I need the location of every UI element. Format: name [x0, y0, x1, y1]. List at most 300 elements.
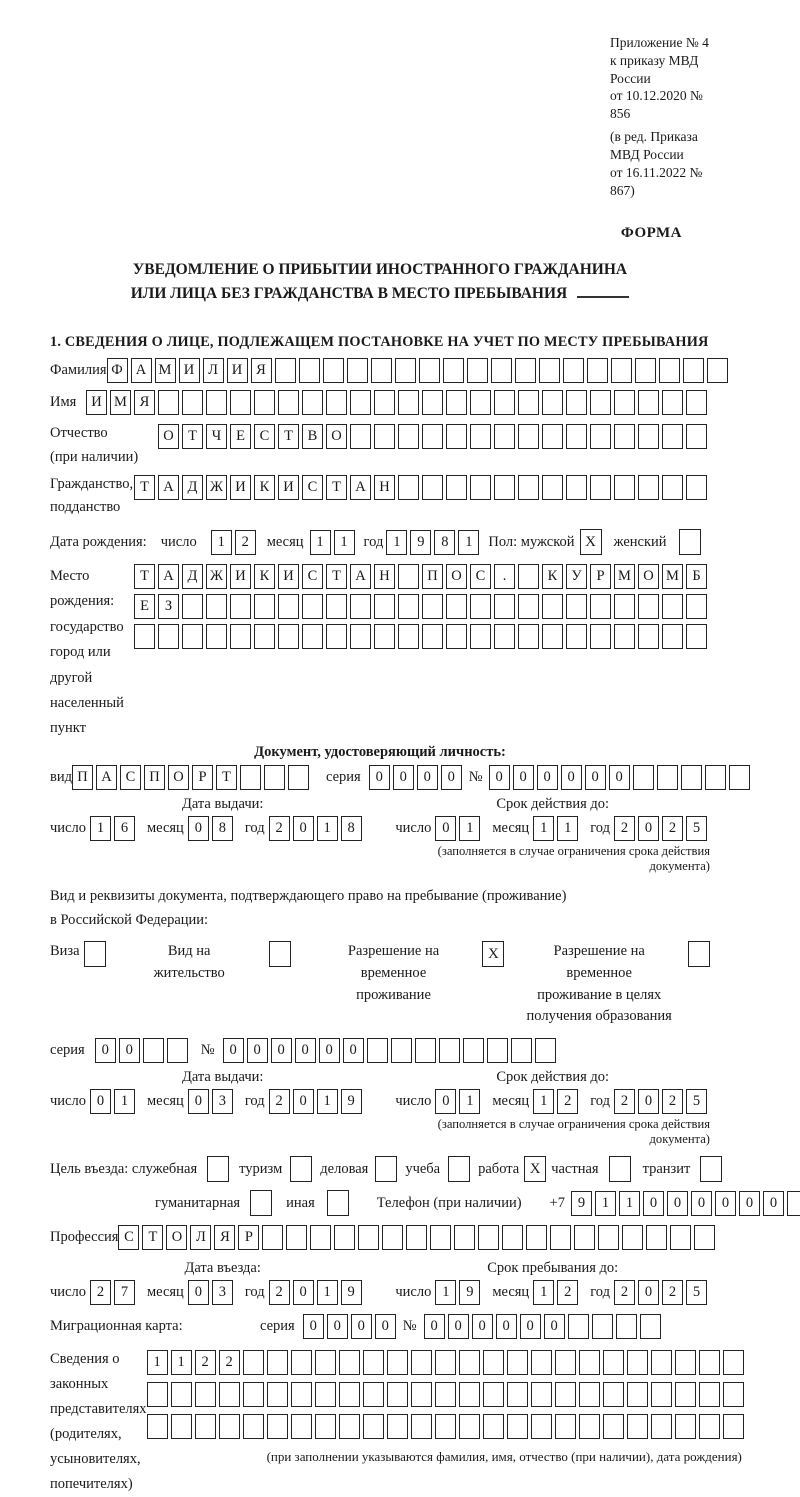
char-cell[interactable] — [315, 1414, 336, 1439]
char-cell[interactable] — [299, 358, 320, 383]
char-cell[interactable] — [371, 358, 392, 383]
char-cell[interactable] — [422, 424, 443, 449]
char-cell[interactable] — [699, 1350, 720, 1375]
char-cell[interactable]: 2 — [614, 816, 635, 841]
char-cell[interactable]: 3 — [212, 1089, 233, 1114]
char-cell[interactable] — [254, 594, 275, 619]
char-cell[interactable] — [182, 624, 203, 649]
char-cell[interactable] — [683, 358, 704, 383]
char-cell[interactable] — [206, 624, 227, 649]
char-cell[interactable] — [566, 594, 587, 619]
char-cell[interactable]: 1 — [459, 816, 480, 841]
char-cell[interactable]: О — [166, 1225, 187, 1250]
char-cell[interactable] — [398, 564, 419, 589]
char-cell[interactable] — [590, 424, 611, 449]
char-cell[interactable] — [363, 1350, 384, 1375]
char-cell[interactable] — [539, 358, 560, 383]
char-cell[interactable] — [195, 1382, 216, 1407]
char-cell[interactable] — [302, 390, 323, 415]
char-cell[interactable] — [590, 594, 611, 619]
char-cell[interactable] — [339, 1382, 360, 1407]
char-cell[interactable] — [415, 1038, 436, 1063]
char-cell[interactable]: Т — [326, 564, 347, 589]
char-cell[interactable] — [315, 1382, 336, 1407]
char-cell[interactable]: 0 — [472, 1314, 493, 1339]
char-cell[interactable] — [483, 1414, 504, 1439]
char-cell[interactable]: 0 — [393, 765, 414, 790]
char-cell[interactable]: И — [278, 475, 299, 500]
char-cell[interactable] — [638, 424, 659, 449]
char-cell[interactable] — [686, 475, 707, 500]
char-cell[interactable] — [419, 358, 440, 383]
char-cell[interactable] — [459, 1350, 480, 1375]
char-cell[interactable]: Б — [686, 564, 707, 589]
char-cell[interactable]: 0 — [188, 1089, 209, 1114]
char-cell[interactable] — [243, 1414, 264, 1439]
char-cell[interactable] — [542, 475, 563, 500]
char-cell[interactable] — [422, 594, 443, 619]
char-cell[interactable] — [563, 358, 584, 383]
char-cell[interactable] — [627, 1414, 648, 1439]
char-cell[interactable] — [219, 1414, 240, 1439]
char-cell[interactable] — [635, 358, 656, 383]
char-cell[interactable] — [686, 390, 707, 415]
char-cell[interactable] — [531, 1414, 552, 1439]
char-cell[interactable] — [662, 624, 683, 649]
char-cell[interactable] — [275, 358, 296, 383]
char-cell[interactable] — [651, 1414, 672, 1439]
char-cell[interactable] — [657, 765, 678, 790]
char-cell[interactable] — [603, 1382, 624, 1407]
char-cell[interactable] — [542, 624, 563, 649]
char-cell[interactable] — [566, 624, 587, 649]
char-cell[interactable]: 8 — [212, 816, 233, 841]
char-cell[interactable] — [518, 424, 539, 449]
char-cell[interactable]: 1 — [211, 530, 232, 555]
char-cell[interactable]: 1 — [533, 816, 554, 841]
char-cell[interactable]: 1 — [533, 1280, 554, 1305]
char-cell[interactable]: 0 — [435, 1089, 456, 1114]
char-cell[interactable] — [326, 594, 347, 619]
char-cell[interactable] — [470, 390, 491, 415]
char-cell[interactable] — [518, 475, 539, 500]
char-cell[interactable] — [446, 594, 467, 619]
char-cell[interactable]: 0 — [609, 765, 630, 790]
char-cell[interactable]: М — [110, 390, 131, 415]
char-cell[interactable] — [686, 594, 707, 619]
char-cell[interactable]: С — [120, 765, 141, 790]
char-cell[interactable] — [507, 1382, 528, 1407]
char-cell[interactable]: К — [254, 564, 275, 589]
char-cell[interactable] — [622, 1225, 643, 1250]
purpose-work-checkbox[interactable]: X — [524, 1156, 546, 1182]
char-cell[interactable] — [681, 765, 702, 790]
char-cell[interactable] — [707, 358, 728, 383]
char-cell[interactable]: 9 — [410, 530, 431, 555]
char-cell[interactable] — [195, 1414, 216, 1439]
char-cell[interactable] — [254, 390, 275, 415]
char-cell[interactable]: 0 — [293, 816, 314, 841]
char-cell[interactable] — [491, 358, 512, 383]
char-cell[interactable] — [494, 475, 515, 500]
char-cell[interactable]: А — [158, 564, 179, 589]
char-cell[interactable]: 1 — [386, 530, 407, 555]
char-cell[interactable]: 1 — [458, 530, 479, 555]
char-cell[interactable]: 0 — [489, 765, 510, 790]
char-cell[interactable] — [526, 1225, 547, 1250]
char-cell[interactable] — [587, 358, 608, 383]
char-cell[interactable]: О — [158, 424, 179, 449]
char-cell[interactable] — [659, 358, 680, 383]
char-cell[interactable] — [723, 1350, 744, 1375]
char-cell[interactable] — [206, 594, 227, 619]
char-cell[interactable]: 2 — [662, 1280, 683, 1305]
char-cell[interactable]: 9 — [459, 1280, 480, 1305]
char-cell[interactable] — [502, 1225, 523, 1250]
char-cell[interactable] — [411, 1350, 432, 1375]
char-cell[interactable]: Е — [230, 424, 251, 449]
char-cell[interactable] — [675, 1414, 696, 1439]
char-cell[interactable] — [662, 390, 683, 415]
char-cell[interactable]: 5 — [686, 1089, 707, 1114]
char-cell[interactable] — [267, 1414, 288, 1439]
char-cell[interactable] — [406, 1225, 427, 1250]
char-cell[interactable]: А — [131, 358, 152, 383]
char-cell[interactable]: 8 — [434, 530, 455, 555]
char-cell[interactable]: 2 — [90, 1280, 111, 1305]
char-cell[interactable]: С — [302, 475, 323, 500]
char-cell[interactable] — [574, 1225, 595, 1250]
char-cell[interactable]: Р — [238, 1225, 259, 1250]
char-cell[interactable] — [395, 358, 416, 383]
temp-residence-checkbox[interactable]: X — [482, 941, 504, 967]
char-cell[interactable] — [182, 390, 203, 415]
char-cell[interactable] — [411, 1414, 432, 1439]
char-cell[interactable] — [430, 1225, 451, 1250]
char-cell[interactable]: П — [144, 765, 165, 790]
char-cell[interactable]: Т — [182, 424, 203, 449]
char-cell[interactable]: 2 — [557, 1089, 578, 1114]
char-cell[interactable]: 9 — [571, 1191, 592, 1216]
char-cell[interactable]: К — [254, 475, 275, 500]
char-cell[interactable]: 0 — [319, 1038, 340, 1063]
char-cell[interactable]: 1 — [317, 1089, 338, 1114]
char-cell[interactable]: Т — [142, 1225, 163, 1250]
char-cell[interactable] — [542, 594, 563, 619]
char-cell[interactable] — [478, 1225, 499, 1250]
char-cell[interactable] — [147, 1414, 168, 1439]
char-cell[interactable] — [387, 1382, 408, 1407]
char-cell[interactable] — [339, 1350, 360, 1375]
char-cell[interactable] — [487, 1038, 508, 1063]
char-cell[interactable] — [787, 1191, 800, 1216]
char-cell[interactable]: 0 — [448, 1314, 469, 1339]
char-cell[interactable] — [350, 594, 371, 619]
char-cell[interactable]: 1 — [114, 1089, 135, 1114]
char-cell[interactable]: О — [638, 564, 659, 589]
char-cell[interactable] — [470, 594, 491, 619]
char-cell[interactable] — [391, 1038, 412, 1063]
char-cell[interactable]: А — [350, 564, 371, 589]
char-cell[interactable] — [264, 765, 285, 790]
char-cell[interactable] — [219, 1382, 240, 1407]
char-cell[interactable] — [518, 594, 539, 619]
char-cell[interactable]: 0 — [537, 765, 558, 790]
char-cell[interactable] — [627, 1350, 648, 1375]
char-cell[interactable] — [230, 594, 251, 619]
char-cell[interactable] — [286, 1225, 307, 1250]
char-cell[interactable]: 0 — [544, 1314, 565, 1339]
char-cell[interactable]: 0 — [638, 1089, 659, 1114]
char-cell[interactable]: О — [168, 765, 189, 790]
char-cell[interactable]: Я — [251, 358, 272, 383]
char-cell[interactable]: 0 — [667, 1191, 688, 1216]
sex-male-checkbox[interactable]: X — [580, 529, 602, 555]
purpose-business-checkbox[interactable] — [375, 1156, 397, 1182]
purpose-humanitarian-checkbox[interactable] — [250, 1190, 272, 1216]
char-cell[interactable] — [535, 1038, 556, 1063]
char-cell[interactable] — [614, 594, 635, 619]
char-cell[interactable] — [542, 424, 563, 449]
char-cell[interactable] — [374, 424, 395, 449]
char-cell[interactable] — [611, 358, 632, 383]
char-cell[interactable] — [651, 1350, 672, 1375]
char-cell[interactable]: Ж — [206, 475, 227, 500]
char-cell[interactable]: 1 — [435, 1280, 456, 1305]
char-cell[interactable]: Д — [182, 475, 203, 500]
char-cell[interactable] — [507, 1350, 528, 1375]
char-cell[interactable]: 2 — [557, 1280, 578, 1305]
char-cell[interactable]: И — [86, 390, 107, 415]
char-cell[interactable]: С — [118, 1225, 139, 1250]
char-cell[interactable]: Т — [134, 564, 155, 589]
char-cell[interactable] — [686, 624, 707, 649]
char-cell[interactable]: 2 — [614, 1280, 635, 1305]
char-cell[interactable] — [494, 390, 515, 415]
char-cell[interactable] — [694, 1225, 715, 1250]
char-cell[interactable] — [147, 1382, 168, 1407]
char-cell[interactable]: 0 — [561, 765, 582, 790]
char-cell[interactable]: Т — [134, 475, 155, 500]
char-cell[interactable]: А — [350, 475, 371, 500]
char-cell[interactable]: 5 — [686, 816, 707, 841]
char-cell[interactable]: 5 — [686, 1280, 707, 1305]
char-cell[interactable]: 0 — [327, 1314, 348, 1339]
char-cell[interactable] — [267, 1382, 288, 1407]
char-cell[interactable]: 0 — [520, 1314, 541, 1339]
char-cell[interactable]: И — [278, 564, 299, 589]
char-cell[interactable] — [646, 1225, 667, 1250]
char-cell[interactable]: 0 — [188, 816, 209, 841]
char-cell[interactable] — [494, 624, 515, 649]
char-cell[interactable]: А — [158, 475, 179, 500]
char-cell[interactable] — [579, 1414, 600, 1439]
purpose-transit-checkbox[interactable] — [700, 1156, 722, 1182]
char-cell[interactable]: И — [230, 475, 251, 500]
char-cell[interactable]: О — [326, 424, 347, 449]
char-cell[interactable] — [267, 1350, 288, 1375]
purpose-other-checkbox[interactable] — [327, 1190, 349, 1216]
char-cell[interactable] — [531, 1350, 552, 1375]
char-cell[interactable] — [206, 390, 227, 415]
char-cell[interactable] — [723, 1414, 744, 1439]
char-cell[interactable]: Н — [374, 475, 395, 500]
char-cell[interactable] — [579, 1382, 600, 1407]
char-cell[interactable]: 0 — [343, 1038, 364, 1063]
char-cell[interactable] — [158, 390, 179, 415]
char-cell[interactable] — [729, 765, 750, 790]
purpose-private-checkbox[interactable] — [609, 1156, 631, 1182]
char-cell[interactable] — [579, 1350, 600, 1375]
char-cell[interactable] — [705, 765, 726, 790]
char-cell[interactable] — [638, 390, 659, 415]
char-cell[interactable]: 3 — [212, 1280, 233, 1305]
char-cell[interactable] — [374, 624, 395, 649]
char-cell[interactable]: М — [662, 564, 683, 589]
char-cell[interactable]: 0 — [513, 765, 534, 790]
purpose-official-checkbox[interactable] — [207, 1156, 229, 1182]
char-cell[interactable] — [302, 594, 323, 619]
char-cell[interactable] — [675, 1350, 696, 1375]
char-cell[interactable]: 2 — [219, 1350, 240, 1375]
char-cell[interactable]: 2 — [614, 1089, 635, 1114]
char-cell[interactable] — [350, 390, 371, 415]
char-cell[interactable]: Ф — [107, 358, 128, 383]
char-cell[interactable]: 7 — [114, 1280, 135, 1305]
char-cell[interactable] — [167, 1038, 188, 1063]
char-cell[interactable]: 0 — [763, 1191, 784, 1216]
char-cell[interactable] — [550, 1225, 571, 1250]
char-cell[interactable] — [382, 1225, 403, 1250]
char-cell[interactable] — [171, 1382, 192, 1407]
char-cell[interactable]: 0 — [188, 1280, 209, 1305]
char-cell[interactable] — [439, 1038, 460, 1063]
purpose-tourism-checkbox[interactable] — [290, 1156, 312, 1182]
char-cell[interactable] — [334, 1225, 355, 1250]
char-cell[interactable]: 6 — [114, 816, 135, 841]
char-cell[interactable] — [531, 1382, 552, 1407]
char-cell[interactable] — [230, 390, 251, 415]
char-cell[interactable] — [291, 1350, 312, 1375]
purpose-study-checkbox[interactable] — [448, 1156, 470, 1182]
char-cell[interactable] — [566, 424, 587, 449]
char-cell[interactable]: Л — [203, 358, 224, 383]
char-cell[interactable] — [240, 765, 261, 790]
char-cell[interactable]: М — [155, 358, 176, 383]
residence-permit-checkbox[interactable] — [269, 941, 291, 967]
char-cell[interactable] — [662, 424, 683, 449]
char-cell[interactable]: У — [566, 564, 587, 589]
char-cell[interactable]: Д — [182, 564, 203, 589]
char-cell[interactable]: С — [470, 564, 491, 589]
char-cell[interactable] — [463, 1038, 484, 1063]
char-cell[interactable] — [616, 1314, 637, 1339]
char-cell[interactable]: 1 — [533, 1089, 554, 1114]
char-cell[interactable] — [323, 358, 344, 383]
char-cell[interactable] — [470, 624, 491, 649]
char-cell[interactable] — [435, 1414, 456, 1439]
char-cell[interactable] — [446, 624, 467, 649]
char-cell[interactable] — [675, 1382, 696, 1407]
char-cell[interactable]: 1 — [147, 1350, 168, 1375]
char-cell[interactable] — [387, 1414, 408, 1439]
char-cell[interactable]: Т — [278, 424, 299, 449]
char-cell[interactable] — [592, 1314, 613, 1339]
char-cell[interactable] — [566, 475, 587, 500]
char-cell[interactable] — [542, 390, 563, 415]
char-cell[interactable] — [590, 475, 611, 500]
char-cell[interactable] — [262, 1225, 283, 1250]
char-cell[interactable] — [670, 1225, 691, 1250]
char-cell[interactable] — [603, 1414, 624, 1439]
char-cell[interactable] — [398, 424, 419, 449]
char-cell[interactable] — [638, 594, 659, 619]
char-cell[interactable] — [555, 1350, 576, 1375]
char-cell[interactable] — [614, 390, 635, 415]
char-cell[interactable]: 1 — [317, 816, 338, 841]
char-cell[interactable] — [254, 624, 275, 649]
char-cell[interactable] — [398, 475, 419, 500]
char-cell[interactable]: Т — [216, 765, 237, 790]
char-cell[interactable] — [398, 390, 419, 415]
char-cell[interactable]: 0 — [638, 816, 659, 841]
char-cell[interactable] — [422, 475, 443, 500]
char-cell[interactable]: 0 — [496, 1314, 517, 1339]
char-cell[interactable]: П — [72, 765, 93, 790]
char-cell[interactable] — [134, 624, 155, 649]
char-cell[interactable] — [243, 1382, 264, 1407]
char-cell[interactable]: 9 — [341, 1280, 362, 1305]
char-cell[interactable]: 0 — [295, 1038, 316, 1063]
char-cell[interactable] — [518, 390, 539, 415]
char-cell[interactable]: 0 — [441, 765, 462, 790]
char-cell[interactable]: И — [227, 358, 248, 383]
char-cell[interactable]: 1 — [334, 530, 355, 555]
char-cell[interactable]: Н — [374, 564, 395, 589]
char-cell[interactable] — [470, 424, 491, 449]
char-cell[interactable] — [446, 475, 467, 500]
char-cell[interactable] — [518, 624, 539, 649]
char-cell[interactable]: 2 — [269, 1280, 290, 1305]
char-cell[interactable] — [350, 624, 371, 649]
char-cell[interactable] — [633, 765, 654, 790]
char-cell[interactable]: 1 — [557, 816, 578, 841]
char-cell[interactable] — [326, 624, 347, 649]
char-cell[interactable]: 2 — [662, 1089, 683, 1114]
char-cell[interactable]: К — [542, 564, 563, 589]
char-cell[interactable] — [555, 1414, 576, 1439]
char-cell[interactable]: 0 — [435, 816, 456, 841]
char-cell[interactable] — [662, 594, 683, 619]
char-cell[interactable]: С — [254, 424, 275, 449]
char-cell[interactable] — [699, 1382, 720, 1407]
char-cell[interactable]: 1 — [595, 1191, 616, 1216]
char-cell[interactable]: 0 — [691, 1191, 712, 1216]
char-cell[interactable] — [350, 424, 371, 449]
char-cell[interactable]: 1 — [171, 1350, 192, 1375]
char-cell[interactable] — [422, 624, 443, 649]
char-cell[interactable] — [398, 624, 419, 649]
char-cell[interactable] — [443, 358, 464, 383]
char-cell[interactable] — [483, 1350, 504, 1375]
char-cell[interactable]: 2 — [235, 530, 256, 555]
char-cell[interactable] — [566, 390, 587, 415]
char-cell[interactable]: 0 — [271, 1038, 292, 1063]
char-cell[interactable]: И — [179, 358, 200, 383]
char-cell[interactable] — [590, 624, 611, 649]
char-cell[interactable]: 1 — [310, 530, 331, 555]
char-cell[interactable] — [454, 1225, 475, 1250]
